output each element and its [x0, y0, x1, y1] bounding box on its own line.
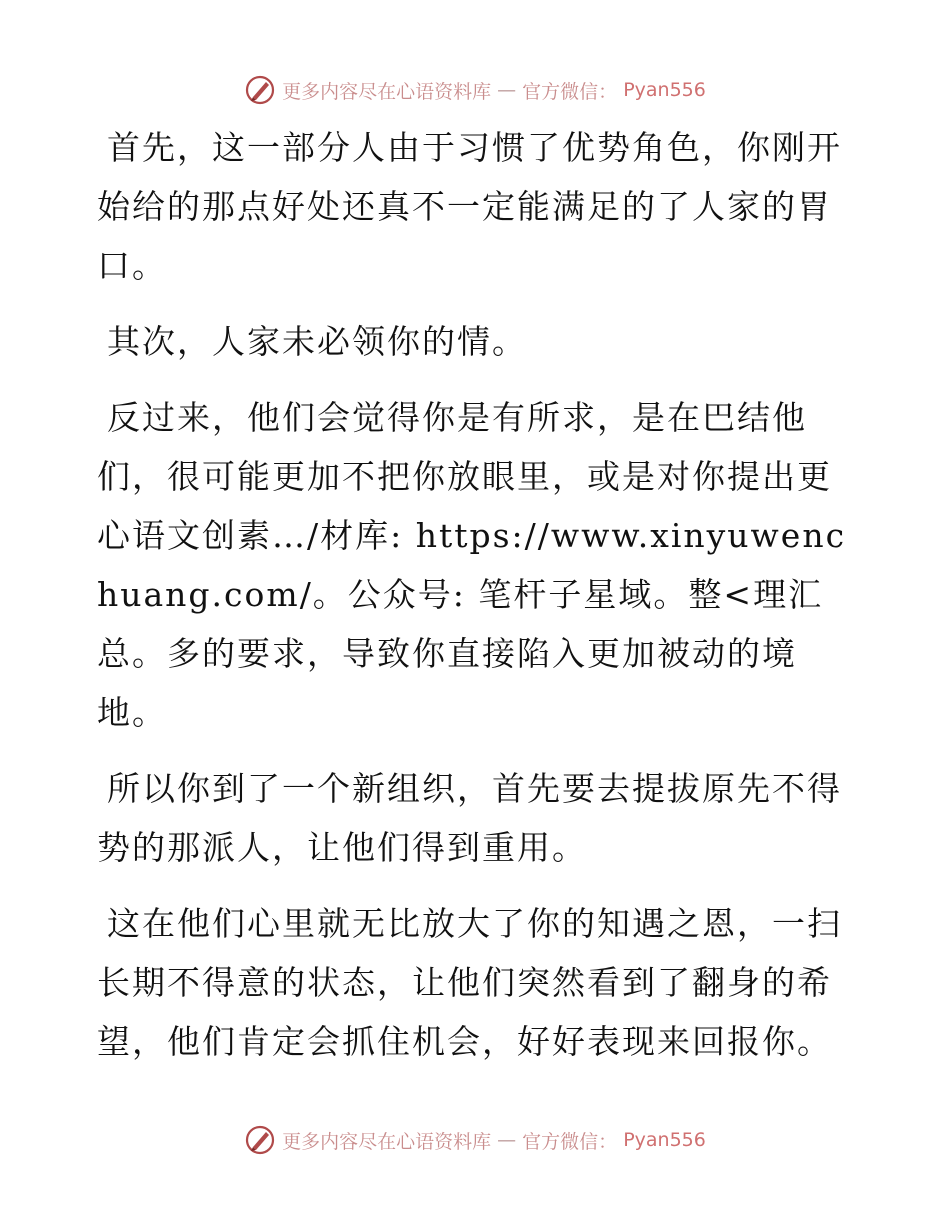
- paragraph-1: 首先，这一部分人由于习惯了优势角色，你刚开始给的那点好处还真不一定能满足的了人家的胃口。: [97, 128, 842, 285]
- paragraph-2: 其次，人家未必领你的情。: [107, 322, 527, 361]
- pen-logo-icon: [244, 1124, 276, 1156]
- watermark-wechat-label: 官方微信：: [522, 1130, 618, 1153]
- watermark-separator: —: [497, 1129, 517, 1151]
- paragraph-4: 所以你到了一个新组织，首先要去提拔原先不得势的那派人，让他们得到重用。: [97, 769, 842, 867]
- watermark-wechat-id: Pyan556: [623, 79, 706, 101]
- watermark-text: 更多内容尽在心语资料库: [282, 80, 492, 103]
- watermark-text: 更多内容尽在心语资料库: [282, 1130, 492, 1153]
- watermark-separator: —: [497, 79, 517, 101]
- pen-logo-icon: [244, 74, 276, 106]
- header-watermark: [0, 70, 950, 110]
- document-body: [97, 118, 857, 1088]
- paragraph-5: 这在他们心里就无比放大了你的知遇之恩，一扫长期不得意的状态，让他们突然看到了翻身的希望，他们肯定会抓住机会，好好表现来回报你。: [97, 904, 842, 1061]
- watermark-wechat-label: 官方微信：: [522, 80, 618, 103]
- paragraph-3: 反过来，他们会觉得你是有所求，是在巴结他们，很可能更加不把你放眼里，或是对你提出更心语文创素…/材库: https://www.xinyuwenchuang.com/。公众号: 笔杆子星域。整<理汇总。多的要求，导致你直接陷入更加被动的境地。: [97, 398, 847, 732]
- watermark-wechat-id: Pyan556: [623, 1129, 706, 1151]
- footer-watermark: [0, 1120, 950, 1160]
